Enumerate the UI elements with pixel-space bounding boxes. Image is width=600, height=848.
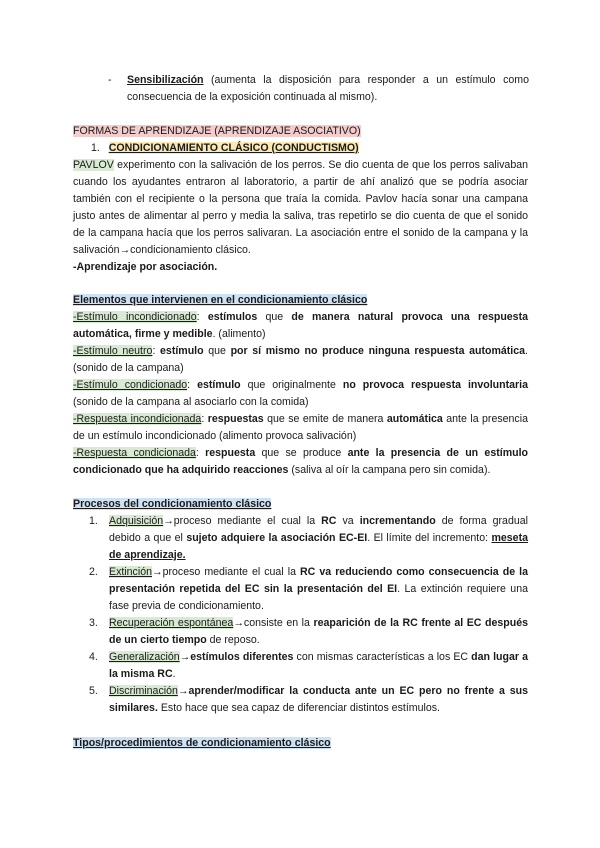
proceso-term: Recuperación espontánea [109,617,234,629]
proceso-text: de forma gradual debido a que el [109,515,528,544]
elemento-text: que se produce [255,447,348,459]
proceso-item [73,615,528,649]
elemento-text: . (sonido de la campana) [73,345,528,374]
elementos-section [73,292,528,479]
proceso-text: con mismas características a los EC [293,651,472,663]
elemento-bold: no provoca respuesta involuntaria [342,379,529,391]
proceso-item [73,513,528,564]
elemento-bold: ante la presencia de un estímulo condicionado que ha adquirido reacciones [73,447,528,476]
elemento-bold: automática [386,413,443,425]
elemento-term: -Estímulo condicionado [73,379,188,391]
proceso-term: Extinción [109,566,152,578]
procesos-section [73,496,528,717]
proceso-item [73,683,528,717]
pavlov-paragraph [73,157,528,259]
elemento-term: -Estímulo neutro [73,345,153,357]
proceso-number: 5. [89,685,98,697]
proceso-text: → [179,651,191,663]
proceso-item [73,649,528,683]
elemento-term: -Respuesta condicionada [73,447,196,459]
proceso-item [73,564,528,615]
proceso-text: va [336,515,360,527]
meseta-aprendizaje: meseta de aprendizaje. [109,532,528,561]
elemento-bold: estímulos [207,311,258,323]
elemento-text: : [195,447,206,459]
elemento-text: : [201,413,208,425]
proceso-text: →proceso mediante el cual la [163,515,322,527]
formas-section [73,123,528,276]
proceso-text: →consiste en la [233,617,314,629]
elemento-bold: estímulo [160,345,204,357]
item-number: 1. [91,142,100,154]
elemento-bold: por sí mismo no produce ninguna respuesta automática [230,345,526,357]
elemento-item [73,343,528,377]
elemento-item [73,377,528,411]
procesos-title: Procesos del condicionamiento clásico [73,498,272,510]
proceso-text: → [177,685,189,697]
proceso-text: de reposo. [206,634,260,646]
proceso-bold: RC [321,515,337,527]
elemento-bold: respuestas [207,413,264,425]
pavlov-text: experimento con la salivación de los perros. Se dio cuenta de que los perros salivaban cuando los ayudantes entraron al laboratorio, a partir de ahí analizó que se podría asociar también con el recipiente o la persona que traía la comida. Pavlov hacía sonar una campana justo antes de alimentar al perro y media la saliva, tras repetirlo se dio cuenta de que el sonido de la campana hacía que los perros salivaran. La asociación entre el sonido de la campana y la salivación→condicionamiento clásico. [73,159,528,256]
proceso-text: Esto hace que sea capaz de diferenciar distintos estímulos. [157,702,440,714]
elemento-item [73,445,528,479]
elemento-text: : [152,345,161,357]
proceso-bold: RC va reduciendo como consecuencia de la presentación repetida del EC sin la presentación del EI [109,566,528,595]
sensibilizacion-term: Sensibilización [127,74,204,86]
elemento-text: que se emite de manera [263,413,387,425]
formas-title: FORMAS DE APRENDIZAJE (APRENDIZAJE ASOCIATIVO) [73,125,361,137]
proceso-number: 3. [89,617,98,629]
proceso-term: Discriminación [109,685,178,697]
pavlov-name: PAVLOV [73,159,114,171]
elementos-title: Elementos que intervienen en el condicionamiento clásico [73,294,368,306]
elemento-term: -Respuesta incondicionada [73,413,202,425]
elemento-item [73,309,528,343]
proceso-term: Generalización [109,651,180,663]
proceso-text: . [172,668,176,680]
proceso-bold: aprender/modificar la conducta ante un EC pero no frente a sus similares. [109,685,528,714]
proceso-bold: sujeto adquiere la asociación EC-EI [186,532,368,544]
proceso-bold: dan lugar a la misma RC [109,651,528,680]
proceso-number: 1. [89,515,98,527]
proceso-bold: estímulos diferentes [190,651,294,663]
elemento-text: (saliva al oír la campana pero sin comida). [288,464,491,476]
proceso-number: 2. [89,566,98,578]
proceso-term: Adquisición [109,515,164,527]
proceso-text: . La extinción requiere una fase previa de condicionamiento. [109,583,528,612]
elemento-text: que [257,311,292,323]
elemento-term: -Estímulo incondicionado [73,311,197,323]
elemento-item [73,411,528,445]
tipos-title: Tipos/procedimientos de condicionamiento clásico [73,737,331,749]
elemento-bold: respuesta [205,447,256,459]
asociacion-conclusion: -Aprendizaje por asociación. [73,261,218,273]
condicionamiento-clasico-heading: CONDICIONAMIENTO CLÁSICO (CONDUCTISMO) [108,142,359,154]
elemento-text: . (alimento) [212,328,266,340]
proceso-number: 4. [89,651,98,663]
elemento-bold: estímulo [197,379,241,391]
proceso-bold: incrementando [359,515,436,527]
proceso-text: →proceso mediante el cual la [152,566,301,578]
elemento-text: (sonido de la campana al asociarlo con la comida) [73,396,309,408]
elemento-text: : [196,311,208,323]
elemento-bold: de manera natural provoca una respuesta automática, firme y medible [73,311,528,340]
elemento-text: que originalmente [240,379,343,391]
proceso-text: . El límite del incremento: [367,532,492,544]
elemento-text: : [187,379,198,391]
elemento-text: que [203,345,231,357]
sensibilizacion-description: (aumenta la disposición para responder a un estímulo como consecuencia de la exposición continuada al mismo). [127,74,529,103]
sensibilizacion-bullet [127,72,529,106]
elemento-text: ante la presencia de un estímulo incondicionado (alimento provoca salivación) [73,413,528,442]
bullet-dash: - [108,74,112,86]
proceso-bold: reaparición de la RC frente al EC después de un cierto tiempo [109,617,528,646]
tipos-section [73,735,528,752]
